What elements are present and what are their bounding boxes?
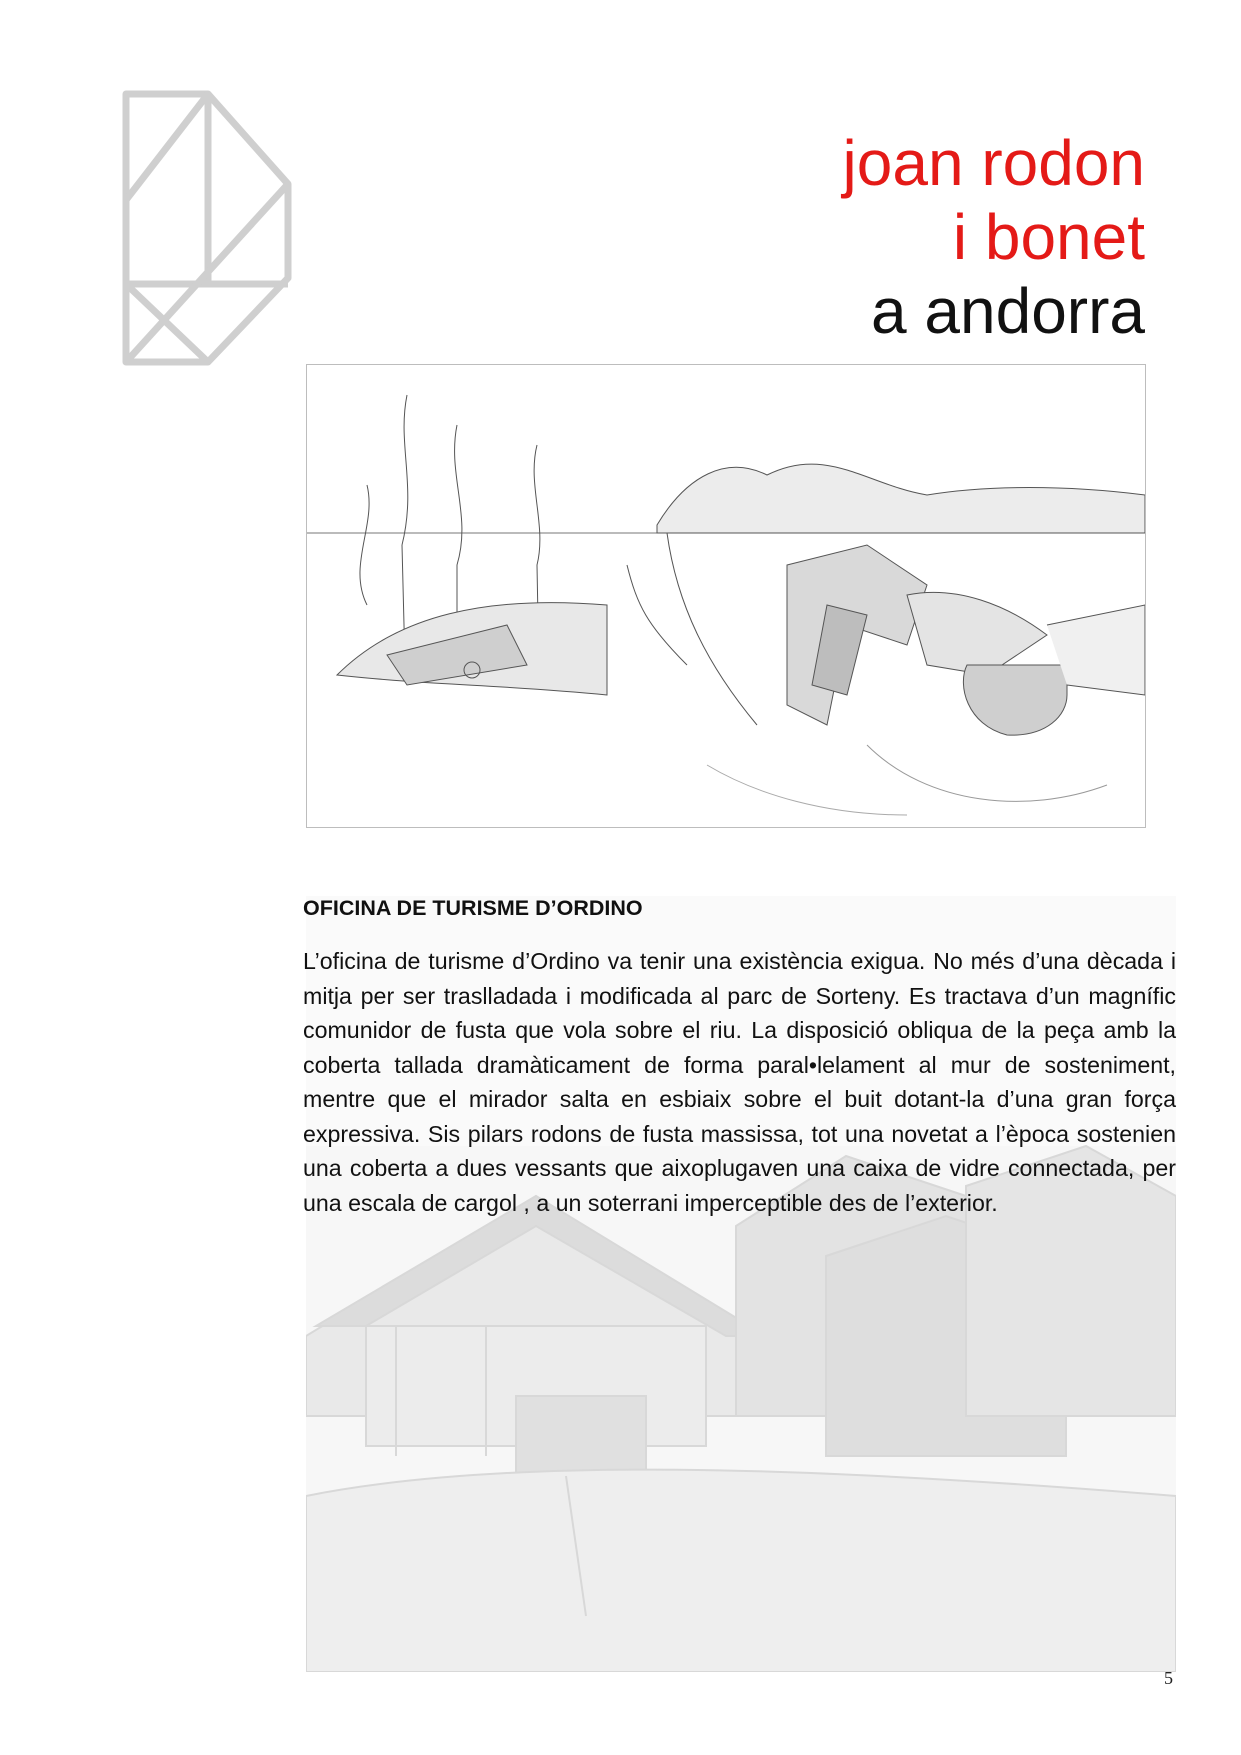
sketch-drawing-icon xyxy=(307,365,1145,827)
title-line-2: i bonet xyxy=(952,201,1145,273)
page-title xyxy=(843,126,1145,348)
title-line-1: joan rodon xyxy=(842,127,1145,199)
architectural-sketch-figure xyxy=(306,364,1146,828)
page-number: 5 xyxy=(1164,1668,1173,1688)
section-heading: OFICINA DE TURISME D’ORDINO xyxy=(303,896,643,920)
brand-logo-icon xyxy=(120,88,312,368)
title-line-3: a andorra xyxy=(871,275,1145,347)
article-body: L’oficina de turisme d’Ordino va tenir una existència exigua. No més d’una dècada i mitja per ser traslladada i modificada al parc de Sorteny. Es tractava d’un magnífic comunidor de fusta que vola sobre el riu. La disposició obliqua de la peça amb la coberta tallada dramàticament de forma paral•lelament al mur de sosteniment, mentre que el mirador salta en esbiaix sobre el buit dotant-la d’una gran força expressiva. Sis pilars rodons de fusta massissa, tot una novetat a l’època sostenien una coberta a dues vessants que aixoplugaven una caixa de vidre connectada, per una escala de cargol , a un soterrani imperceptible des de l’exterior. xyxy=(303,948,1176,1216)
